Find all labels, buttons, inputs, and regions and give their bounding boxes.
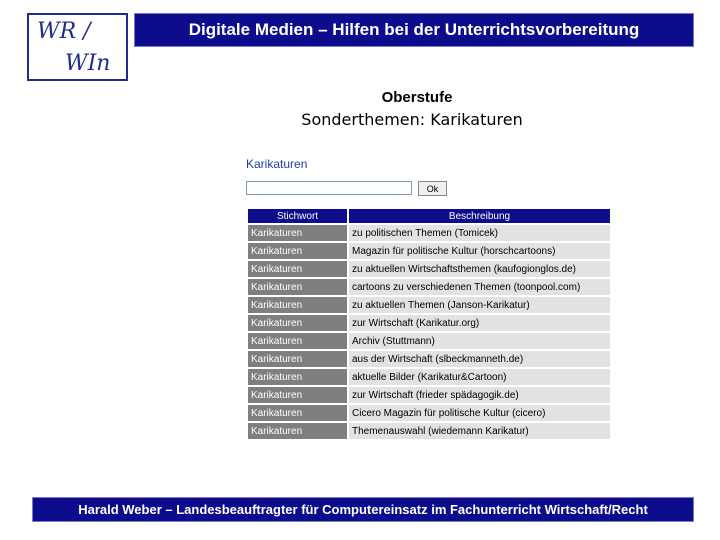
table-row[interactable] — [248, 351, 610, 367]
cell-beschreibung[interactable]: cartoons zu verschiedenen Themen (toonpool.com) — [349, 279, 610, 295]
logo-line-2: WIn — [65, 51, 111, 76]
cell-stichwort[interactable]: Karikaturen — [248, 333, 347, 349]
cell-beschreibung[interactable]: zu aktuellen Themen (Janson-Karikatur) — [349, 297, 610, 313]
footer-banner — [32, 497, 694, 522]
embedded-screenshot — [240, 150, 618, 455]
cell-stichwort[interactable]: Karikaturen — [248, 387, 347, 403]
table-row[interactable] — [248, 279, 610, 295]
header-banner — [134, 13, 694, 47]
table-header-row — [248, 209, 610, 223]
cell-stichwort[interactable]: Karikaturen — [248, 279, 347, 295]
cell-beschreibung[interactable]: aktuelle Bilder (Karikatur&Cartoon) — [349, 369, 610, 385]
cell-stichwort[interactable]: Karikaturen — [248, 297, 347, 313]
column-header-stichwort: Stichwort — [248, 209, 347, 223]
cell-stichwort[interactable]: Karikaturen — [248, 261, 347, 277]
table-row[interactable] — [248, 225, 610, 241]
table-row[interactable] — [248, 297, 610, 313]
table-row[interactable] — [248, 387, 610, 403]
footer-text: Harald Weber – Landesbeauftragter für Computereinsatz im Fachunterricht Wirtschaft/Recht — [78, 502, 648, 517]
cell-stichwort[interactable]: Karikaturen — [248, 243, 347, 259]
table-row[interactable] — [248, 243, 610, 259]
logo — [27, 13, 128, 81]
cell-beschreibung[interactable]: zur Wirtschaft (frieder spädagogik.de) — [349, 387, 610, 403]
section-subtitle: Sonderthemen: Karikaturen — [301, 110, 523, 129]
cell-stichwort[interactable]: Karikaturen — [248, 423, 347, 439]
cell-beschreibung[interactable]: Cicero Magazin für politische Kultur (cicero) — [349, 405, 610, 421]
cell-stichwort[interactable]: Karikaturen — [248, 351, 347, 367]
cell-stichwort[interactable]: Karikaturen — [248, 369, 347, 385]
cell-stichwort[interactable]: Karikaturen — [248, 225, 347, 241]
cell-beschreibung[interactable]: Archiv (Stuttmann) — [349, 333, 610, 349]
cell-beschreibung[interactable]: aus der Wirtschaft (slbeckmanneth.de) — [349, 351, 610, 367]
search-input[interactable] — [246, 181, 412, 195]
section-title: Oberstufe — [381, 89, 453, 106]
table-row[interactable] — [248, 261, 610, 277]
cell-beschreibung[interactable]: zu politischen Themen (Tomicek) — [349, 225, 610, 241]
table-row[interactable] — [248, 315, 610, 331]
karikaturen-table — [246, 207, 612, 441]
cell-beschreibung[interactable]: Magazin für politische Kultur (horschcartoons) — [349, 243, 610, 259]
table-row[interactable] — [248, 405, 610, 421]
cell-stichwort[interactable]: Karikaturen — [248, 315, 347, 331]
cell-beschreibung[interactable]: zu aktuellen Wirtschaftsthemen (kaufogionglos.de) — [349, 261, 610, 277]
table-row[interactable] — [248, 333, 610, 349]
screenshot-title: Karikaturen — [246, 157, 308, 171]
ok-button[interactable]: Ok — [418, 181, 447, 196]
table-row[interactable] — [248, 369, 610, 385]
cell-stichwort[interactable]: Karikaturen — [248, 405, 347, 421]
cell-beschreibung[interactable]: Themenauswahl (wiedemann Karikatur) — [349, 423, 610, 439]
column-header-beschreibung: Beschreibung — [349, 209, 610, 223]
logo-line-1: WR / — [37, 19, 91, 44]
table-row[interactable] — [248, 423, 610, 439]
cell-beschreibung[interactable]: zur Wirtschaft (Karikatur.org) — [349, 315, 610, 331]
header-title: Digitale Medien – Hilfen bei der Unterrichtsvorbereitung — [188, 20, 640, 39]
